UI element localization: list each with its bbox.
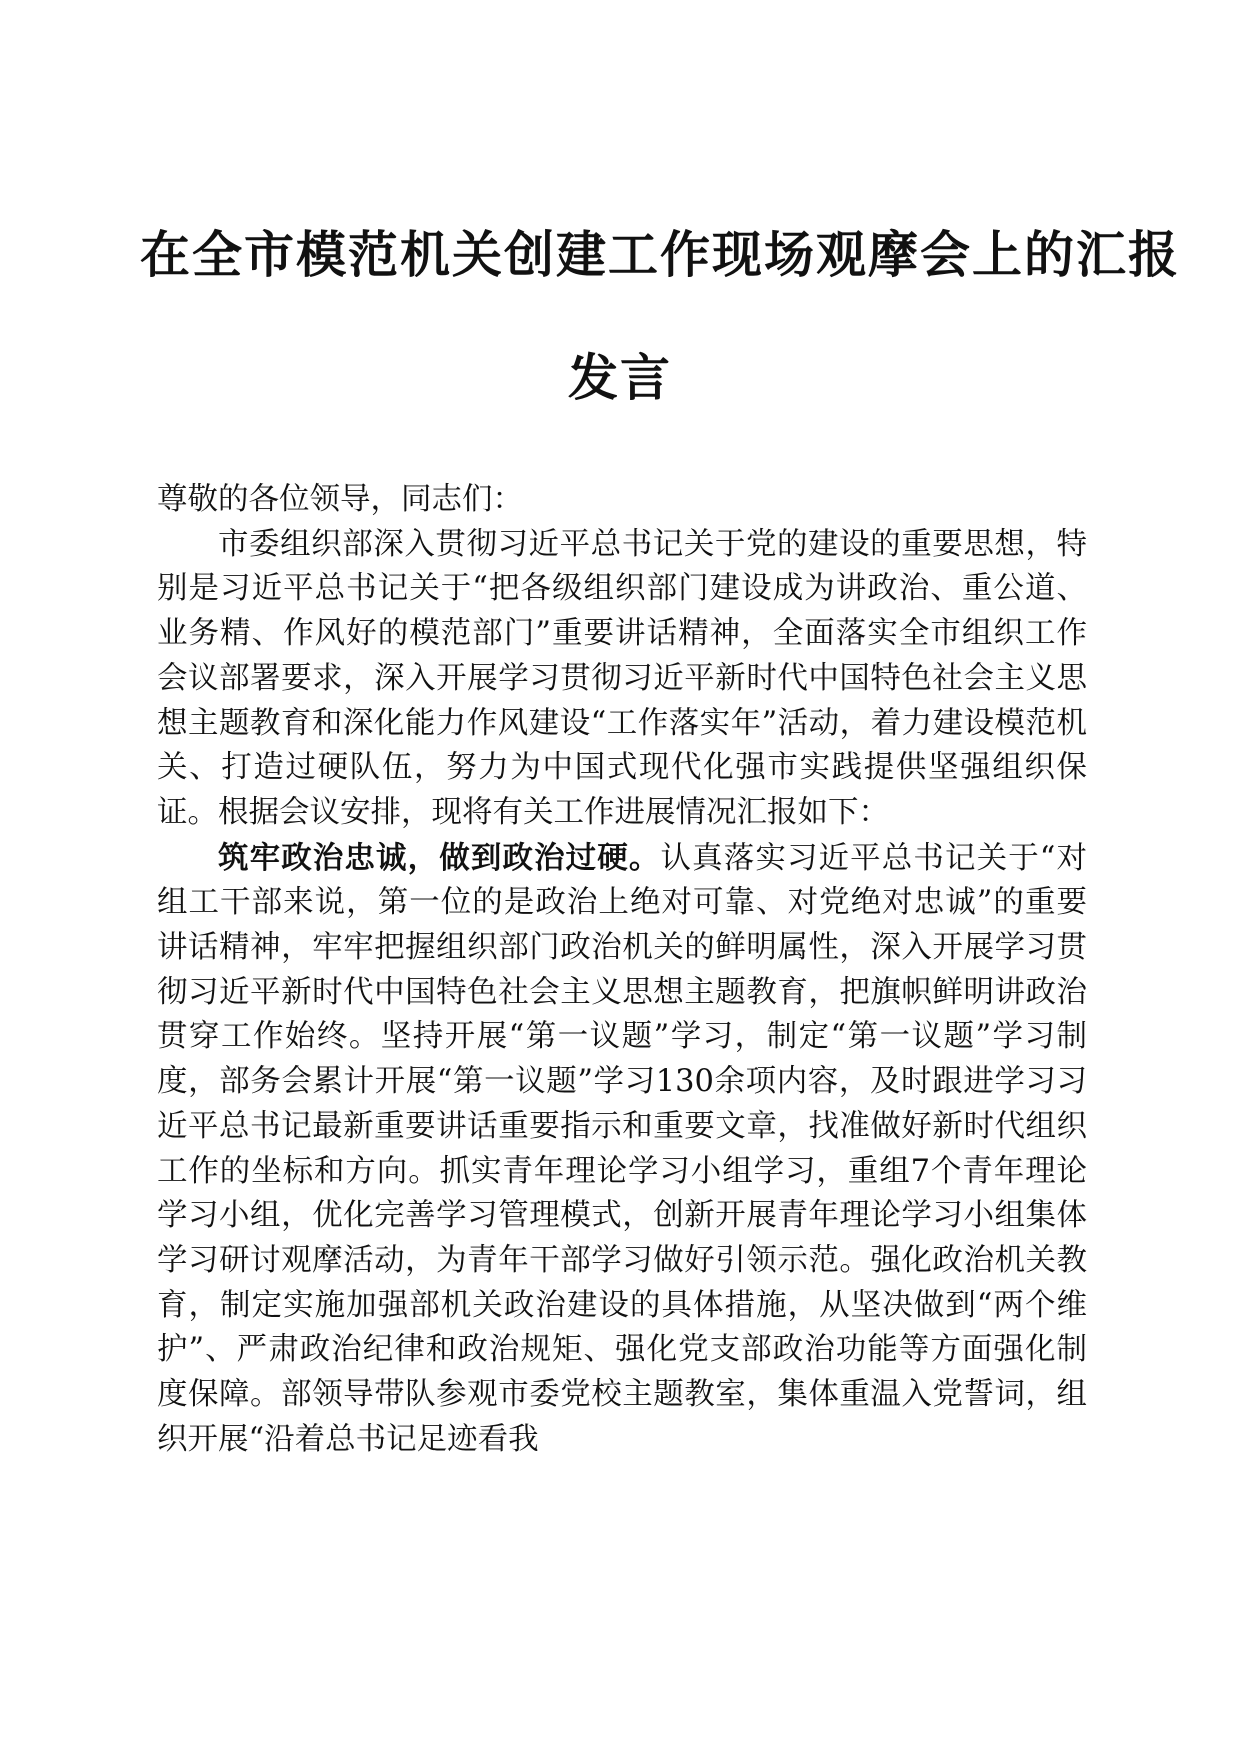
document-body: [157, 478, 1087, 1462]
section-heading: 筑牢政治忠诚，做到政治过硬。: [218, 839, 661, 876]
section-paragraph: [157, 836, 1087, 1463]
salutation: 尊敬的各位领导，同志们：: [157, 482, 523, 517]
section-body: 认真落实习近平总书记关于“对组工干部来说，第一位的是政治上绝对可靠、对党绝对忠诚”的重要讲话精神，牢牢把握组织部门政治机关的鲜明属性，深入开展学习贯彻习近平新时代中国特色社会主义思想主题教育，把旗帜鲜明讲政治贯穿工作始终。坚持开展“第一议题”学习，制定“第一议题”学习制度，部务会累计开展“第一议题”学习130余项内容，及时跟进学习习近平总书记最新重要讲话重要指示和重要文章，找准做好新时代组织工作的坐标和方向。抓实青年理论学习小组学习，重组7个青年理论学习小组，优化完善学习管理模式，创新开展青年理论学习小组集体学习研讨观摩活动，为青年干部学习做好引领示范。强化政治机关教育，制定实施加强部机关政治建设的具体措施，从坚决做到“两个维护”、严肃政治纪律和政治规矩、强化党支部政治功能等方面强化制度保障。部领导带队参观市委党校主题教室，集体重温入党誓词，组织开展“沿着总书记足迹看我: [157, 840, 1088, 1457]
document-title-line-1: 在全市模范机关创建工作现场观摩会上的汇报: [140, 225, 1180, 284]
document-title-line-2: 发言: [568, 348, 672, 407]
intro-paragraph: 市委组织部深入贯彻习近平总书记关于党的建设的重要思想，特别是习近平总书记关于“把各级组织部门建设成为讲政治、重公道、业务精、作风好的模范部门”重要讲话精神，全面落实全市组织工作会议部署要求，深入开展学习贯彻习近平新时代中国特色社会主义思想主题教育和深化能力作风建设“工作落实年”活动，着力建设模范机关、打造过硬队伍，努力为中国式现代化强市实践提供坚强组织保证。根据会议安排，现将有关工作进展情况汇报如下：: [157, 526, 1087, 830]
